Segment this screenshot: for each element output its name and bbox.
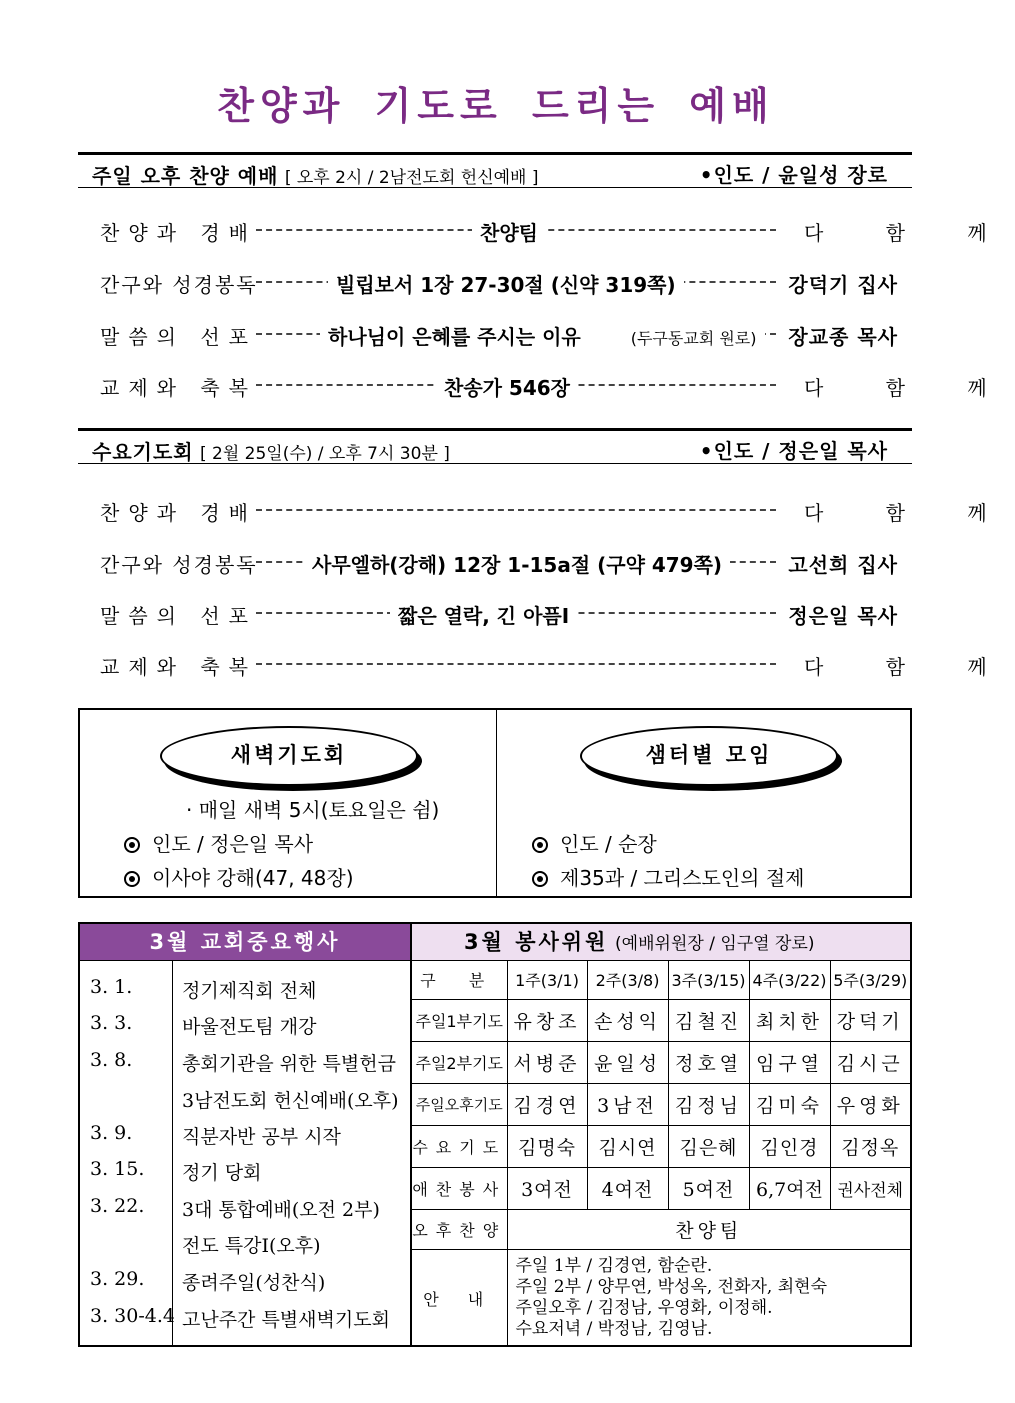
bullet-icon: [124, 871, 140, 887]
service-volunteers-header: [412, 924, 910, 961]
cell-group-title: 샘터별 모임: [580, 726, 838, 786]
order-label: 간구와 성경봉독: [100, 273, 258, 297]
table-cell: 6,7여전: [749, 1167, 830, 1209]
service-volunteers-title: 3월 봉사위원: [464, 930, 609, 954]
event-text: 종려주일(성찬식): [182, 1272, 326, 1294]
bullet-icon: [532, 837, 548, 853]
row-label: 주일1부기도: [412, 999, 507, 1041]
service-table: [412, 961, 910, 1347]
order-row: [100, 215, 1015, 245]
guide-line: 주일오후 / 김정남, 우영화, 이정해.: [515, 1298, 773, 1319]
table-cell: 권사전체: [830, 1167, 910, 1209]
dawn-prayer-schedule: · 매일 새벽 5시(토요일은 쉼): [186, 798, 440, 822]
table-cell: 김명숙: [507, 1125, 587, 1167]
table-cell: 강덕기: [830, 999, 910, 1041]
service-volunteers-panel: [412, 922, 912, 1347]
table-cell: 5여전: [668, 1167, 749, 1209]
row-label: 주일오후기도: [412, 1083, 507, 1125]
order-content: 사무엘하(강해) 12장 1-15a절 (구약 479쪽): [304, 549, 730, 578]
table-cell: 정호열: [668, 1041, 749, 1083]
table-row: [412, 1209, 910, 1249]
table-cell: 김은혜: [668, 1125, 749, 1167]
order-person: 다 함 께: [804, 655, 1015, 679]
sunday-service-leader: •인도 / 윤일성 장로: [699, 163, 888, 187]
order-person: 고선희 집사: [788, 553, 898, 577]
table-cell: 김미숙: [749, 1083, 830, 1125]
wednesday-service-leader: •인도 / 정은일 목사: [699, 439, 888, 463]
order-row: [100, 547, 898, 577]
table-cell: 임구열: [749, 1041, 830, 1083]
event-date: 3. 3.: [90, 1012, 133, 1034]
order-label: 말씀의 선포: [100, 604, 257, 628]
event-date: 3. 15.: [90, 1158, 145, 1180]
order-row: [100, 495, 1015, 525]
guide-line: 주일 1부 / 김경연, 함순란.: [515, 1256, 713, 1277]
event-date: 3. 8.: [90, 1049, 133, 1071]
table-cell: 최치한: [749, 999, 830, 1041]
sunday-service-name: 주일 오후 찬양 예배: [92, 164, 279, 188]
order-content: 하나님이 은혜를 주시는 이유: [328, 325, 581, 349]
order-row: [100, 370, 1015, 400]
row-label: 주일2부기도: [412, 1041, 507, 1083]
guide-cell: [507, 1249, 910, 1347]
header-cell: 4주(3/22): [749, 961, 830, 999]
table-row: [412, 1083, 910, 1125]
table-cell: 김철진: [668, 999, 749, 1041]
march-events-title: 3월 교회중요행사: [80, 924, 410, 961]
bullet-icon: [124, 837, 140, 853]
order-label: 교제와 축복: [100, 376, 257, 400]
row-label: 애찬봉사: [412, 1167, 507, 1209]
order-person: 다 함 께: [804, 501, 1015, 525]
wednesday-service-header: [78, 428, 912, 464]
bullet-icon: [532, 871, 548, 887]
event-text: 전도 특강Ⅰ(오후): [182, 1235, 321, 1257]
sunday-service-header: [78, 152, 912, 188]
table-row: [412, 1125, 910, 1167]
event-date: 3. 29.: [90, 1268, 145, 1290]
order-person: 정은일 목사: [788, 604, 898, 628]
march-events-panel: [78, 922, 412, 1347]
cell-group-topic: 제35과 / 그리스도인의 절제: [532, 862, 804, 891]
event-text: 정기 당회: [182, 1162, 262, 1184]
dawn-prayer-leader: 인도 / 정은일 목사: [124, 828, 313, 857]
event-text: 총회기관을 위한 특별헌금: [182, 1053, 396, 1075]
table-row: [412, 1249, 910, 1347]
event-text: 고난주간 특별새벽기도회: [182, 1309, 390, 1331]
event-text: 바울전도팀 개강: [182, 1016, 317, 1038]
event-date: 3. 1.: [90, 976, 133, 998]
service-volunteers-subtitle: (예배위원장 / 임구열 장로): [615, 934, 815, 954]
order-note: (두구동교회 원로): [630, 329, 757, 348]
order-row: [100, 649, 1015, 679]
order-person: 장교종 목사: [788, 325, 898, 349]
order-person: 다 함 께: [804, 376, 1015, 400]
event-date: 3. 30-4.4: [90, 1305, 175, 1327]
table-cell: 4여전: [587, 1167, 668, 1209]
row-label: 오후찬양: [412, 1209, 507, 1249]
header-cell: 5주(3/29): [830, 961, 910, 999]
cell-group-leader: 인도 / 순장: [532, 828, 657, 857]
header-cell: 구 분: [412, 961, 507, 999]
order-content: 찬송가 546장: [436, 372, 578, 401]
table-header-row: [412, 961, 910, 999]
table-cell: 3남전: [587, 1083, 668, 1125]
table-cell: 김시근: [830, 1041, 910, 1083]
order-row: [100, 319, 898, 349]
table-cell: 유창조: [507, 999, 587, 1041]
meeting-box: [78, 708, 912, 898]
event-text: 3대 통합예배(오전 2부): [182, 1199, 380, 1221]
row-label: 수요기도: [412, 1125, 507, 1167]
guide-line: 주일 2부 / 양무연, 박성옥, 전화자, 최현숙: [515, 1277, 828, 1298]
event-text: 3남전도회 헌신예배(오후): [182, 1090, 399, 1112]
table-cell: 손성익: [587, 999, 668, 1041]
table-cell: 우영화: [830, 1083, 910, 1125]
wednesday-service-name: 수요기도회: [92, 440, 194, 464]
table-row: [412, 1167, 910, 1209]
table-cell: 김인경: [749, 1125, 830, 1167]
sunday-service-time: [ 오후 2시 / 2남전도회 헌신예배 ]: [284, 168, 539, 188]
table-cell: 서병준: [507, 1041, 587, 1083]
order-label: 찬양과 경배: [100, 221, 257, 245]
event-date: 3. 9.: [90, 1122, 133, 1144]
order-content: 짧은 열락, 긴 아픔Ⅰ: [390, 600, 577, 629]
event-text: 정기제직회 전체: [182, 980, 317, 1002]
event-date: 3. 22.: [90, 1195, 145, 1217]
header-cell: 2주(3/8): [587, 961, 668, 999]
table-cell: 김경연: [507, 1083, 587, 1125]
dawn-prayer-topic: 이사야 강해(47, 48장): [124, 862, 354, 891]
wednesday-service-time: [ 2월 25일(수) / 오후 7시 30분 ]: [199, 444, 450, 464]
table-cell: 김정옥: [830, 1125, 910, 1167]
order-row: [100, 598, 898, 628]
table-cell: 김정님: [668, 1083, 749, 1125]
order-label: 간구와 성경봉독: [100, 553, 258, 577]
event-text: 직분자반 공부 시작: [182, 1126, 341, 1148]
dawn-prayer-title: 새벽기도회: [160, 726, 418, 786]
order-label: 교제와 축복: [100, 655, 257, 679]
order-row: [100, 267, 898, 297]
table-cell: 3여전: [507, 1167, 587, 1209]
order-label: 찬양과 경배: [100, 501, 257, 525]
table-row: [412, 1041, 910, 1083]
order-label: 말씀의 선포: [100, 325, 257, 349]
table-cell: 윤일성: [587, 1041, 668, 1083]
row-label: 안 내: [412, 1249, 507, 1347]
header-cell: 3주(3/15): [668, 961, 749, 999]
order-person: 다 함 께: [804, 221, 1015, 245]
order-content: 찬양팀: [472, 217, 546, 246]
order-content: 빌립보서 1장 27-30절 (신약 319쪽): [328, 269, 684, 298]
order-person: 강덕기 집사: [788, 273, 898, 297]
header-cell: 1주(3/1): [507, 961, 587, 999]
table-row: [412, 999, 910, 1041]
table-cell: 김시연: [587, 1125, 668, 1167]
choir-cell: 찬양팀: [507, 1209, 910, 1249]
guide-line: 수요저녁 / 박정남, 김영남.: [515, 1319, 713, 1340]
page-title: 찬양과 기도로 드리는 예배: [217, 84, 775, 128]
